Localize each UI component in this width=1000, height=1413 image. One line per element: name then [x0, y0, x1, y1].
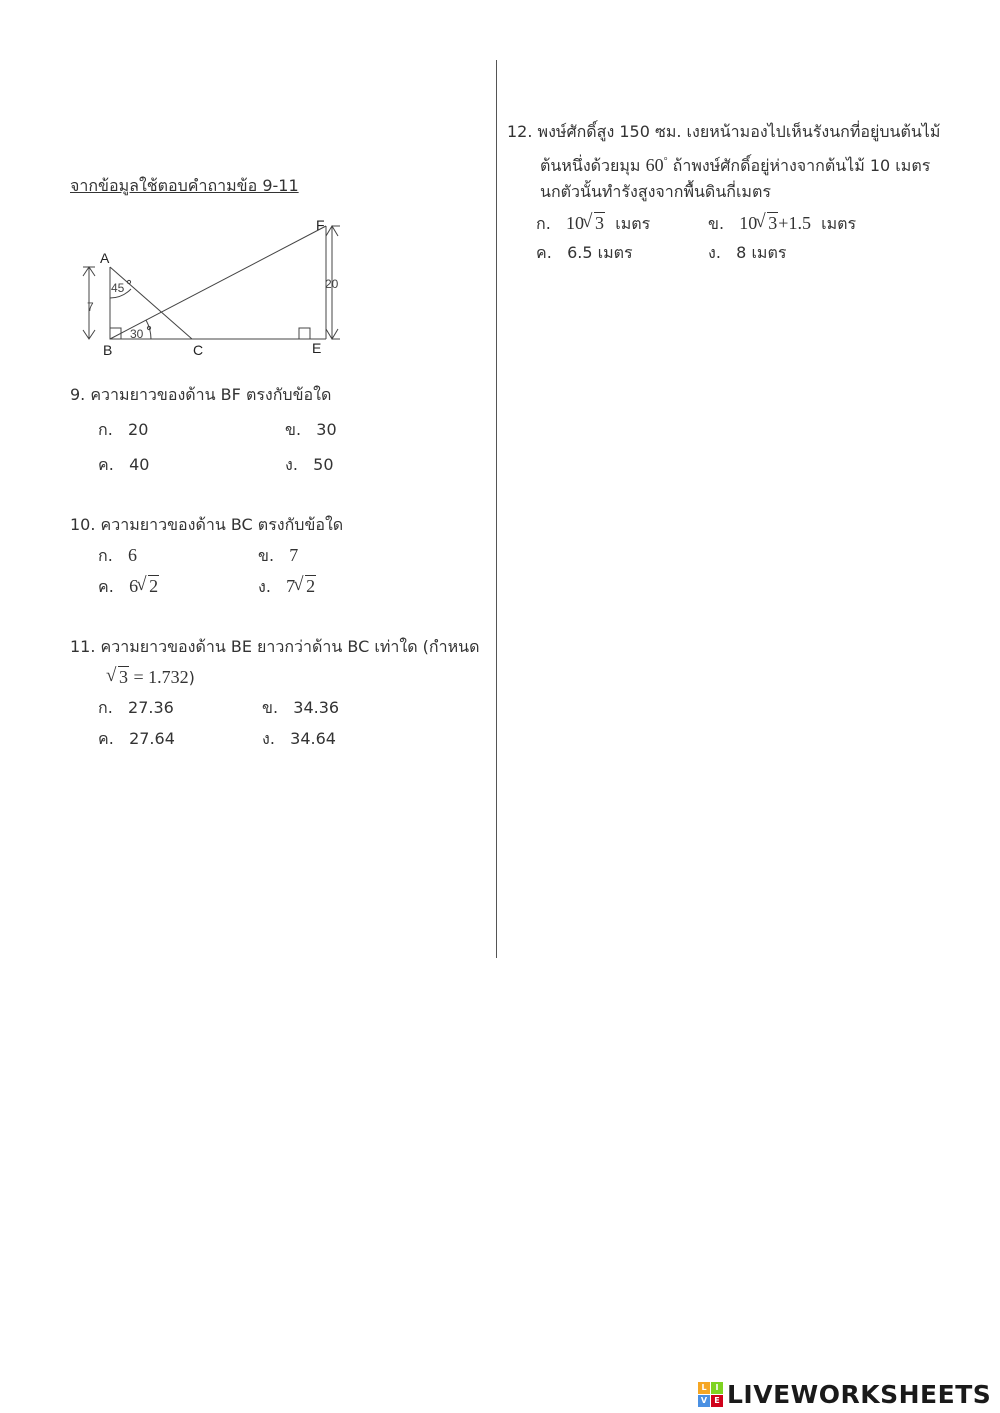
length-AB-label: 7	[87, 300, 94, 314]
question-12-line2: ต้นหนึ่งด้วยมุม 60° ถ้าพงษ์ศักดิ์อยู่ห่างจากต้นไม้ 10 เมตร	[540, 155, 931, 175]
sqrt-symbol: √ 3	[584, 213, 605, 233]
logo-text: LIVEWORKSHEETS	[727, 1379, 992, 1409]
sqrt-symbol: √ 2	[138, 576, 159, 596]
question-12-line1: 12. พงษ์ศักดิ์สูง 150 ซม. เงยหน้ามองไปเห็นรังนกที่อยู่บนต้นไม้	[507, 122, 941, 141]
q12-option-b[interactable]: ข. 10√ 3+1.5 เมตร	[708, 213, 856, 234]
label-A: A	[100, 250, 110, 266]
angle-30-label: 30	[130, 327, 144, 341]
label-F: F	[316, 217, 325, 233]
q11-option-b[interactable]: ข. 34.36	[262, 698, 340, 717]
q9-option-c[interactable]: ค. 40	[98, 455, 150, 474]
label-B: B	[103, 342, 113, 358]
q11-option-a[interactable]: ก. 27.36	[98, 698, 174, 717]
q10-option-a[interactable]: ก. 6	[98, 545, 138, 565]
column-divider	[496, 60, 497, 958]
q10-option-c[interactable]: ค. 6√ 2	[98, 576, 159, 597]
q12-option-a[interactable]: ก. 10√ 3 เมตร	[536, 213, 650, 234]
question-11-text: 11. ความยาวของด้าน BE ยาวกว่าด้าน BC เท่าใด (กำหนด	[70, 637, 480, 656]
q9-option-b[interactable]: ข. 30	[285, 420, 337, 439]
angle-45-label: 45	[111, 281, 125, 295]
label-C: C	[193, 342, 204, 358]
question-11-given: √ 3 = 1.732)	[108, 667, 195, 688]
right-angle-marker-E	[299, 328, 310, 339]
logo-mark-icon: L I V E	[698, 1382, 723, 1407]
q11-option-c[interactable]: ค. 27.64	[98, 729, 175, 748]
sqrt-symbol: √ 2	[295, 576, 316, 596]
section-heading: จากข้อมูลใช้ตอบคำถามข้อ 9-11	[70, 176, 299, 195]
q12-option-c[interactable]: ค. 6.5 เมตร	[536, 243, 633, 262]
q10-option-d[interactable]: ง. 7√ 2	[258, 576, 316, 597]
liveworksheets-logo[interactable]	[698, 1378, 991, 1410]
q10-option-b[interactable]: ข. 7	[258, 545, 299, 565]
triangle-diagram	[70, 212, 360, 362]
q9-option-d[interactable]: ง. 50	[285, 455, 334, 474]
q12-option-d[interactable]: ง. 8 เมตร	[708, 243, 787, 262]
q11-option-d[interactable]: ง. 34.64	[262, 729, 336, 748]
question-9-text: 9. ความยาวของด้าน BF ตรงกับข้อใด	[70, 385, 332, 404]
label-E: E	[312, 340, 322, 356]
right-angle-marker-B	[110, 328, 121, 339]
sqrt-symbol: √ 3	[757, 213, 778, 233]
length-EF-label: 20	[325, 277, 339, 291]
sqrt-symbol: √ 3	[108, 667, 129, 687]
question-12-line3: นกตัวนั้นทำรังสูงจากพื้นดินกี่เมตร	[540, 182, 771, 201]
q9-option-a[interactable]: ก. 20	[98, 420, 149, 439]
question-10-text: 10. ความยาวของด้าน BC ตรงกับข้อใด	[70, 515, 344, 534]
segment-BF	[110, 226, 326, 339]
